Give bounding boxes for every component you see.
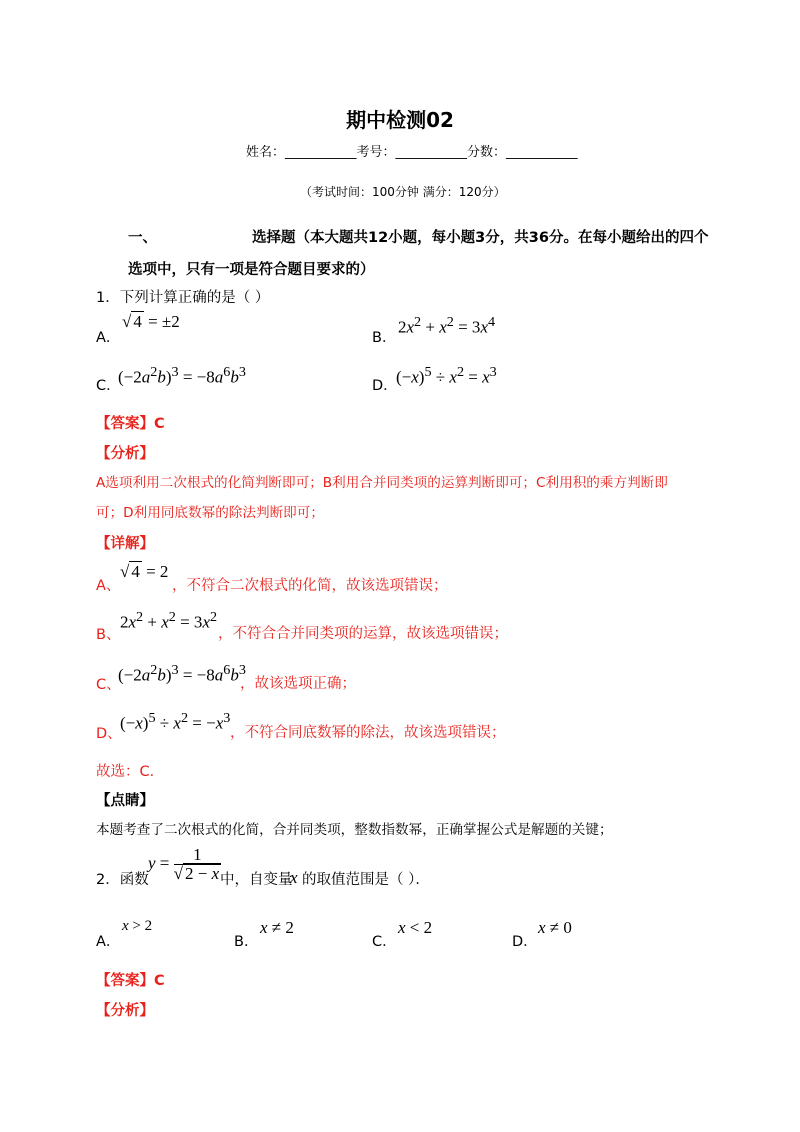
question-1-stem: 1．下列计算正确的是（ ） bbox=[96, 290, 270, 306]
q2-option-d-label: D． bbox=[512, 934, 538, 950]
q1-option-a-math: √ 4 = ±2 bbox=[122, 312, 180, 331]
q1-option-b-math: $2x^2 + x^2 = 3x^4$ bbox=[398, 314, 496, 337]
q2-variable-x: x bbox=[290, 868, 298, 887]
q2-option-c-math: x < 2 bbox=[398, 918, 433, 937]
page-title: 期中检测02 bbox=[346, 108, 454, 132]
q2-option-c-label: C． bbox=[372, 934, 397, 950]
q1-detail-d-math: $(-x)^5 \div x^2 = -x^3$ bbox=[120, 710, 231, 733]
q1-option-d-label: D． bbox=[372, 378, 398, 394]
q1-analysis-heading: 【分析】 bbox=[96, 446, 154, 462]
section-number: 一、 bbox=[128, 230, 157, 246]
section-heading-line1: 选择题（本大题共12小题，每小题3分，共36分。在每小题给出的四个 bbox=[252, 230, 709, 246]
q2-option-b-math: x ≠ 2 bbox=[260, 918, 294, 937]
q1-option-b-label: B． bbox=[372, 330, 397, 346]
q1-detail-a-label: A、 bbox=[96, 578, 121, 594]
q1-detail-d-label: D、 bbox=[96, 726, 122, 742]
q1-detail-b-text: ，不符合合并同类项的运算，故该选项错误； bbox=[218, 626, 508, 642]
question-2-stem-end: 的取值范围是（ ）． bbox=[302, 872, 430, 888]
q1-answer: 【答案】C bbox=[96, 416, 165, 432]
q1-option-c-label: C． bbox=[96, 378, 121, 394]
q2-option-a-math: x > 2 bbox=[122, 918, 153, 934]
q1-analysis-line2: 可；D利用同底数幂的除法判断即可； bbox=[96, 505, 324, 521]
q1-detail-a-text: ，不符合二次根式的化简，故该选项错误； bbox=[172, 578, 448, 594]
exam-info: （考试时间：100分钟 满分：120分） bbox=[300, 185, 506, 199]
q2-option-b-label: B． bbox=[234, 934, 259, 950]
q1-choose: 故选：C． bbox=[96, 764, 165, 780]
q2-option-a-label: A． bbox=[96, 934, 121, 950]
q2-function-math: y = $\frac{1}{√ 2 - x}$ bbox=[148, 845, 220, 883]
q1-option-d-math: $(-x)^5 \div x^2 = x^3$ bbox=[396, 364, 497, 387]
q1-detail-b-label: B、 bbox=[96, 627, 121, 643]
q1-option-c-math: $(-2a^2b)^3 = -8a^6b^3$ bbox=[118, 364, 246, 387]
student-info-line: 姓名：___________考号：___________分数：___________ bbox=[246, 145, 578, 160]
q1-detail-c-math: $(-2a^2b)^3 = -8a^6b^3$ bbox=[118, 662, 246, 685]
q2-analysis-heading: 【分析】 bbox=[96, 1003, 154, 1019]
q2-answer: 【答案】C bbox=[96, 973, 165, 989]
q1-detail-heading: 【详解】 bbox=[96, 536, 154, 552]
q1-detail-b-math: $2x^2 + x^2 = 3x^2$ bbox=[120, 609, 218, 632]
q1-comment: 本题考查了二次根式的化简，合并同类项，整数指数幂，正确掌握公式是解题的关键； bbox=[96, 822, 613, 838]
q1-detail-a-math: √ 4 = 2 bbox=[120, 562, 169, 581]
q1-analysis-line1: A选项利用二次根式的化简判断即可；B利用合并同类项的运算判断即可；C利用积的乘方判断即 bbox=[96, 475, 668, 491]
section-heading-line2: 选项中，只有一项是符合题目要求的） bbox=[128, 262, 375, 278]
question-2-stem-suffix: 中，自变量 bbox=[220, 872, 293, 888]
q2-option-d-math: x ≠ 0 bbox=[538, 918, 572, 937]
q1-option-a-label: A． bbox=[96, 330, 121, 346]
q1-detail-c-text: ，故该选项正确； bbox=[240, 676, 356, 692]
question-2-stem-prefix: 2．函数 bbox=[96, 872, 149, 888]
q1-detail-c-label: C、 bbox=[96, 677, 121, 693]
q1-detail-d-text: ，不符合同底数幂的除法，故该选项错误； bbox=[230, 725, 506, 741]
q1-comment-heading: 【点睛】 bbox=[96, 793, 154, 809]
